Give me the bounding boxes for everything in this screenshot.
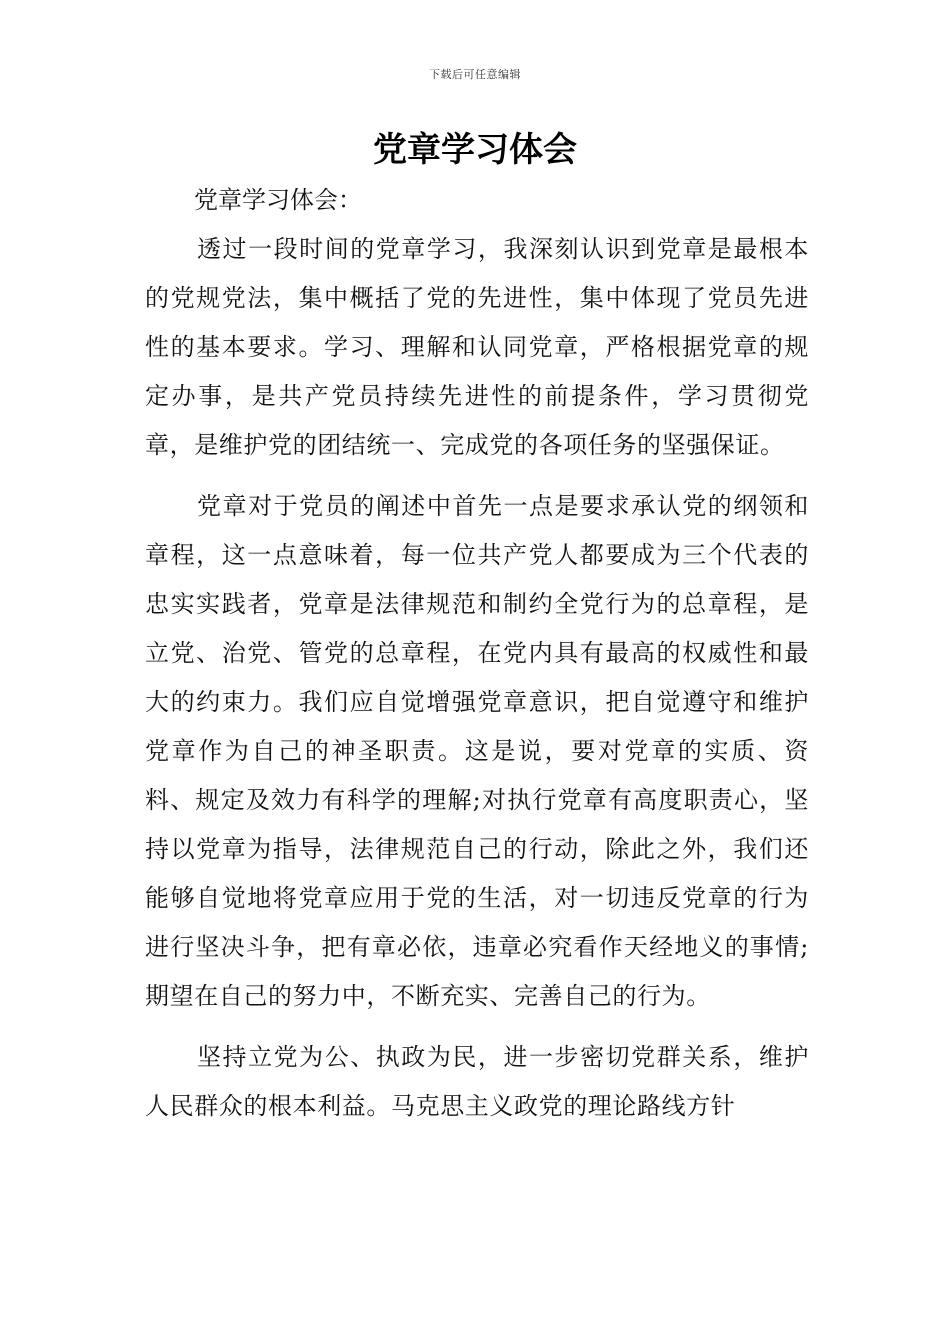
body-text <box>145 225 809 1133</box>
paragraph-1: 透过一段时间的党章学习，我深刻认识到党章是最根本的党规党法，集中概括了党的先进性，集中体现了党员先进性的基本要求。学习、理解和认同党章，严格根据党章的规定办事，是共产党员持续先进性的前提条件，学习贯彻党章，是维护党的团结统一、完成党的各项任务的坚强保证。 <box>145 235 809 459</box>
header-note: 下载后可任意编辑 <box>429 68 521 81</box>
paragraph-2: 党章对于党员的阐述中首先一点是要求承认党的纲领和章程，这一点意味着，每一位共产党人都要成为三个代表的忠实实践者，党章是法律规范和制约全党行为的总章程，是立党、治党、管党的总章程，在党内具有最高的权威性和最大的约束力。我们应自觉增强党章意识，把自觉遵守和维护党章作为自己的神圣职责。这是说，要对党章的实质、资料、规定及效力有科学的理解;对执行党章有高度职责心，坚持以党章为指导，法律规范自己的行动，除此之外，我们还能够自觉地将党章应用于党的生活，对一切违反党章的行为进行坚决斗争，把有章必依，违章必究看作天经地义的事情;期望在自己的努力中，不断充实、完善自己的行为。 <box>145 492 809 1010</box>
salutation: 党章学习体会： <box>194 186 362 214</box>
document-title: 党章学习体会 <box>373 130 577 170</box>
paragraph-3: 坚持立党为公、执政为民，进一步密切党群关系，维护人民群众的根本利益。马克思主义政党的理论路线方针 <box>145 1043 809 1120</box>
